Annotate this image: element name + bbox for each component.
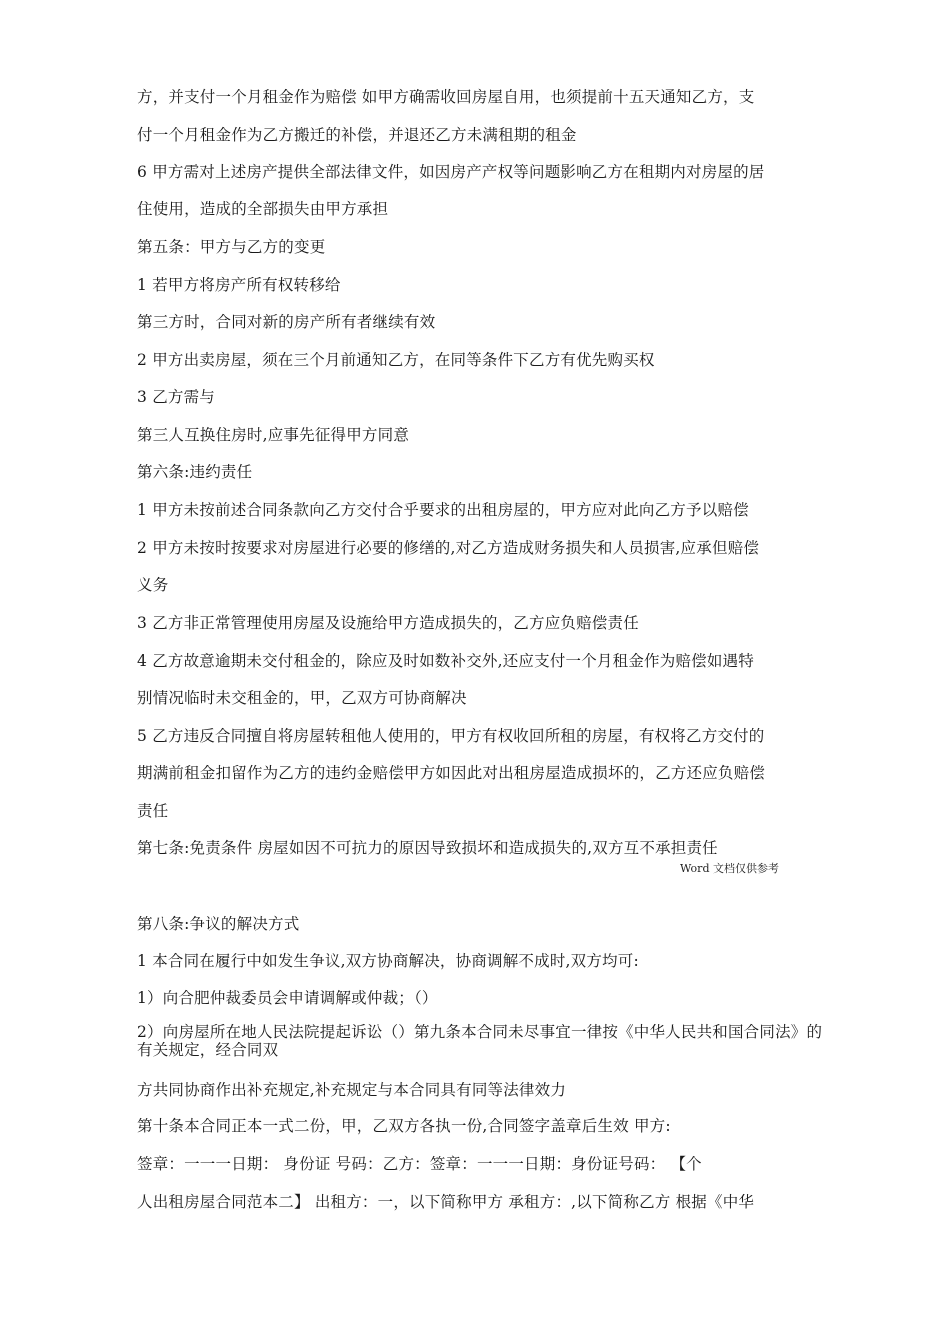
text-line: 期满前租金扣留作为乙方的违约金赔偿甲方如因此对出租房屋造成损坏的，乙方还应负赔偿 bbox=[137, 764, 766, 782]
text-line: 第十条本合同正本一式二份，甲，乙双方各执一份,合同签字盖章后生效 甲方: bbox=[137, 1117, 671, 1135]
section-heading: 第七条:免责条件 房屋如因不可抗力的原因导致损坏和造成损失的,双方互不承担责任 bbox=[137, 839, 718, 857]
text-line: 人出租房屋合同范本二】 出租方：一，以下简称甲方 承租方：,以下简称乙方 根据《中华 bbox=[137, 1193, 755, 1211]
text-line: 付一个月租金作为乙方搬迁的补偿，并退还乙方未满租期的租金 bbox=[137, 126, 577, 144]
text-line: 责任 bbox=[137, 802, 169, 820]
text-line: 1）向合肥仲裁委员会申请调解或仲裁；（） bbox=[137, 989, 438, 1007]
text-line: 1 若甲方将房产所有权转移给 bbox=[137, 276, 341, 294]
text-line: 1 本合同在履行中如发生争议,双方协商解决，协商调解不成时,双方均可: bbox=[137, 952, 639, 970]
text-line: 3 乙方非正常管理使用房屋及设施给甲方造成损失的，乙方应负赔偿责任 bbox=[137, 614, 639, 632]
section-heading: 第八条:争议的解决方式 bbox=[137, 915, 300, 933]
text-line: 第三人互换住房时,应事先征得甲方同意 bbox=[137, 426, 410, 444]
text-line: 5 乙方违反合同擅自将房屋转租他人使用的，甲方有权收回所租的房屋，有权将乙方交付的 bbox=[137, 727, 765, 745]
section-heading: 第六条:违约责任 bbox=[137, 463, 253, 481]
text-line: 6 甲方需对上述房产提供全部法律文件，如因房产产权等问题影响乙方在租期内对房屋的居 bbox=[137, 163, 765, 181]
text-line: 第三方时，合同对新的房产所有者继续有效 bbox=[137, 313, 436, 331]
text-line: 住使用，造成的全部损失由甲方承担 bbox=[137, 200, 389, 218]
text-line: 4 乙方故意逾期未交付租金的，除应及时如数补交外,还应支付一个月租金作为赔偿如遇特 bbox=[137, 652, 754, 670]
text-line: 签章：一一一日期： 身份证 号码：乙方：签章：一一一日期：身份证号码： 【个 bbox=[137, 1155, 702, 1173]
text-line: 2 甲方未按时按要求对房屋进行必要的修缮的,对乙方造成财务损失和人员损害,应承但赔偿 bbox=[137, 539, 760, 557]
text-line: 方，并支付一个月租金作为赔偿 如甲方确需收回房屋自用，也须提前十五天通知乙方，支 bbox=[137, 88, 755, 106]
text-line: 3 乙方需与 bbox=[137, 388, 215, 406]
text-line: 别情况临时未交租金的，甲，乙双方可协商解决 bbox=[137, 689, 467, 707]
text-line: 义务 bbox=[137, 576, 169, 594]
text-line: 1 甲方未按前述合同条款向乙方交付合乎要求的出租房屋的，甲方应对此向乙方予以赔偿 bbox=[137, 501, 749, 519]
section-heading: 第五条：甲方与乙方的变更 bbox=[137, 238, 326, 256]
footer-note: Word 文档仅供参考 bbox=[680, 862, 779, 875]
text-line: 2 甲方出卖房屋，须在三个月前通知乙方，在同等条件下乙方有优先购买权 bbox=[137, 351, 655, 369]
text-paragraph: 2）向房屋所在地人民法院提起诉讼（）第九条本合同未尽事宜一律按《中华人民共和国合同法》的有关规定，经合同双 bbox=[137, 1023, 823, 1059]
text-line: 方共同协商作出补充规定,补充规定与本合同具有同等法律效力 bbox=[137, 1081, 567, 1099]
